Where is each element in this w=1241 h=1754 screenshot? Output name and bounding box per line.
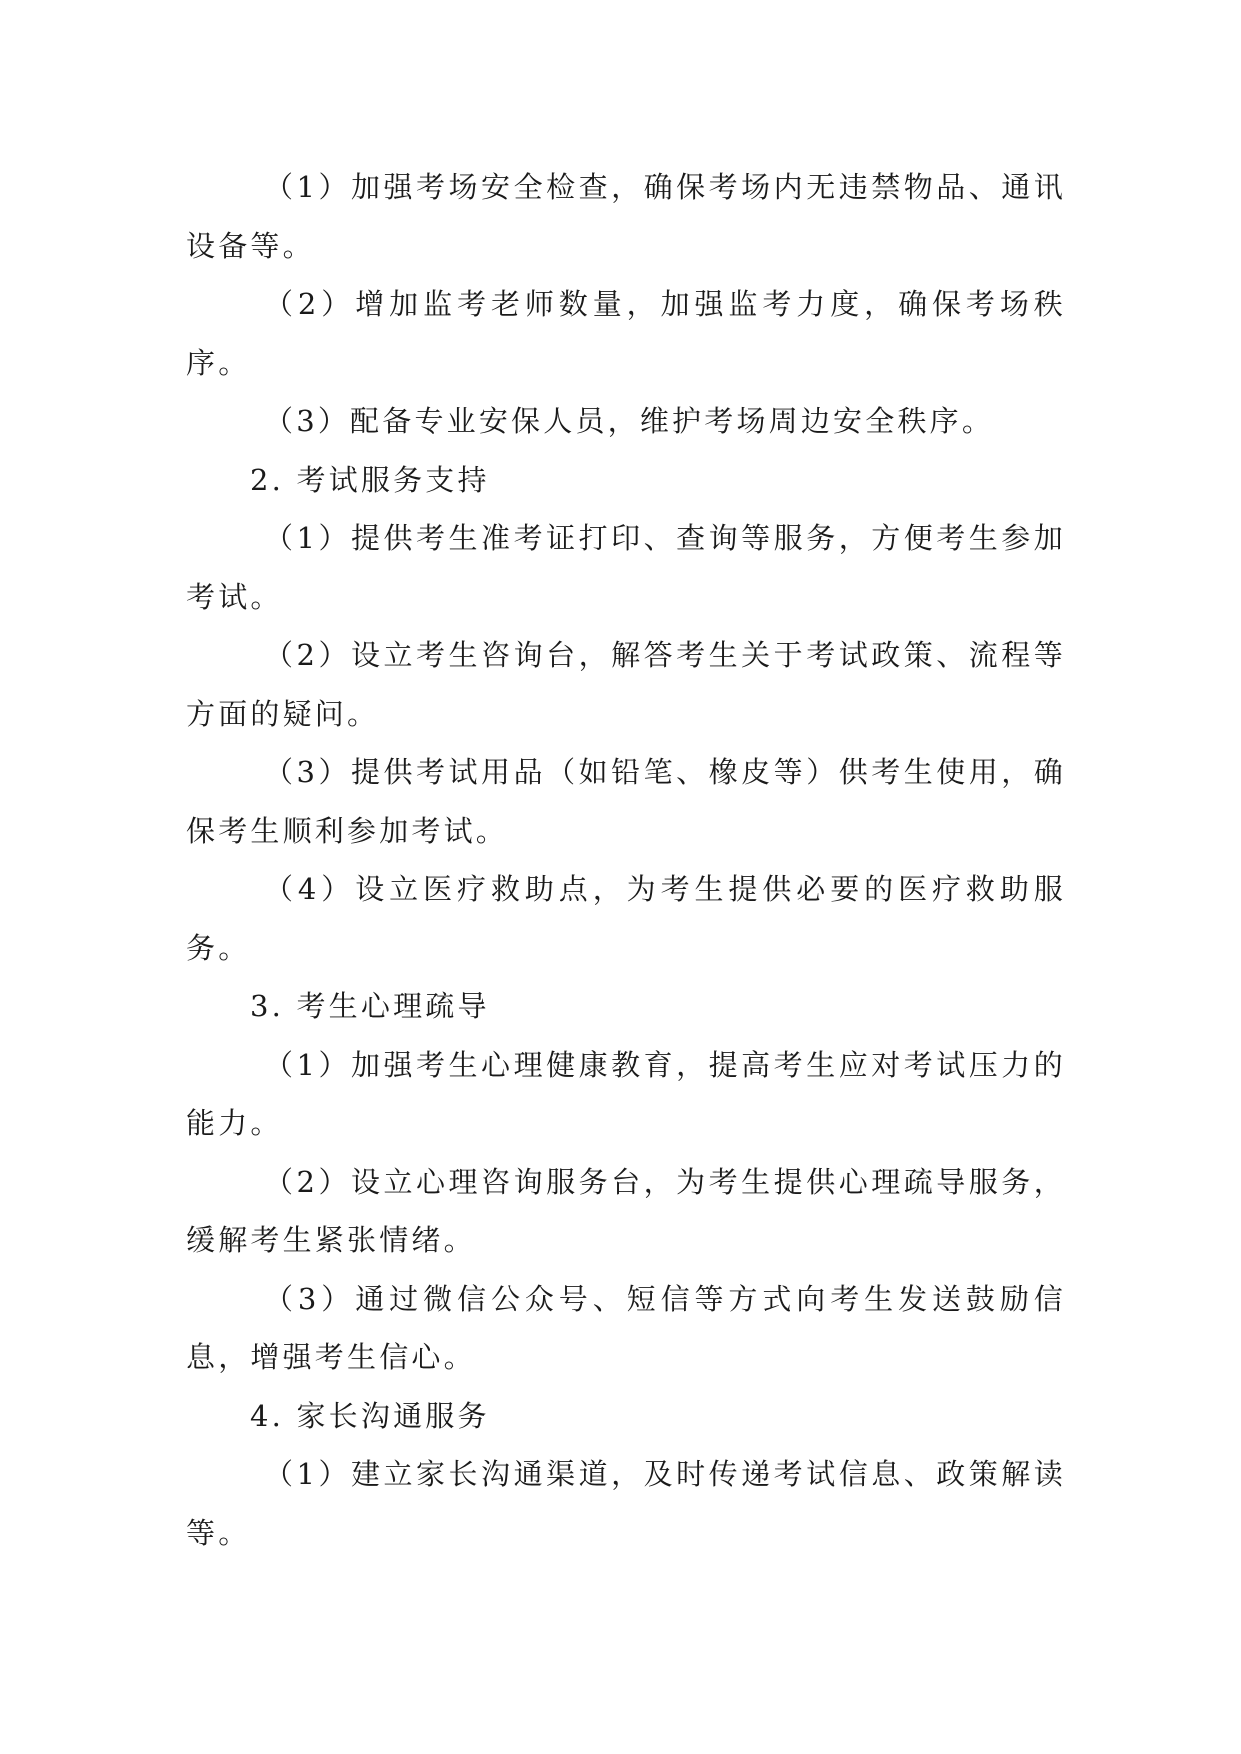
paragraph-mental-health: （1）加强考生心理健康教育，提高考生应对考试压力的能力。 [186,1047,1066,1140]
paragraph-encouragement: （3）通过微信公众号、短信等方式向考生发送鼓励信息，增强考生信心。 [186,1281,1066,1374]
paragraph-admission-ticket: （1）提供考生准考证打印、查询等服务，方便考生参加考试。 [186,521,1066,614]
section-heading-exam-service: 2. 考试服务支持 [250,462,490,497]
paragraph-consultation-desk: （2）设立考生咨询台，解答考生关于考试政策、流程等方面的疑问。 [186,638,1066,731]
paragraph-security-check: （1）加强考场安全检查，确保考场内无违禁物品、通讯设备等。 [186,170,1066,263]
paragraph-counseling-desk: （2）设立心理咨询服务台，为考生提供心理疏导服务，缓解考生紧张情绪。 [186,1164,1066,1257]
paragraph-exam-supplies: （3）提供考试用品（如铅笔、橡皮等）供考生使用，确保考生顺利参加考试。 [186,755,1066,848]
paragraph-security-staff: （3）配备专业安保人员，维护考场周边安全秩序。 [264,404,995,438]
section-heading-psychological: 3. 考生心理疏导 [250,989,490,1023]
paragraph-invigilators: （2）增加监考老师数量，加强监考力度，确保考场秩序。 [186,287,1066,380]
document-body [186,158,1066,1562]
paragraph-parent-channel: （1）建立家长沟通渠道，及时传递考试信息、政策解读等。 [186,1457,1066,1550]
section-heading-parent-communication: 4. 家长沟通服务 [250,1398,490,1433]
paragraph-medical-aid: （4）设立医疗救助点，为考生提供必要的医疗救助服务。 [186,872,1066,965]
